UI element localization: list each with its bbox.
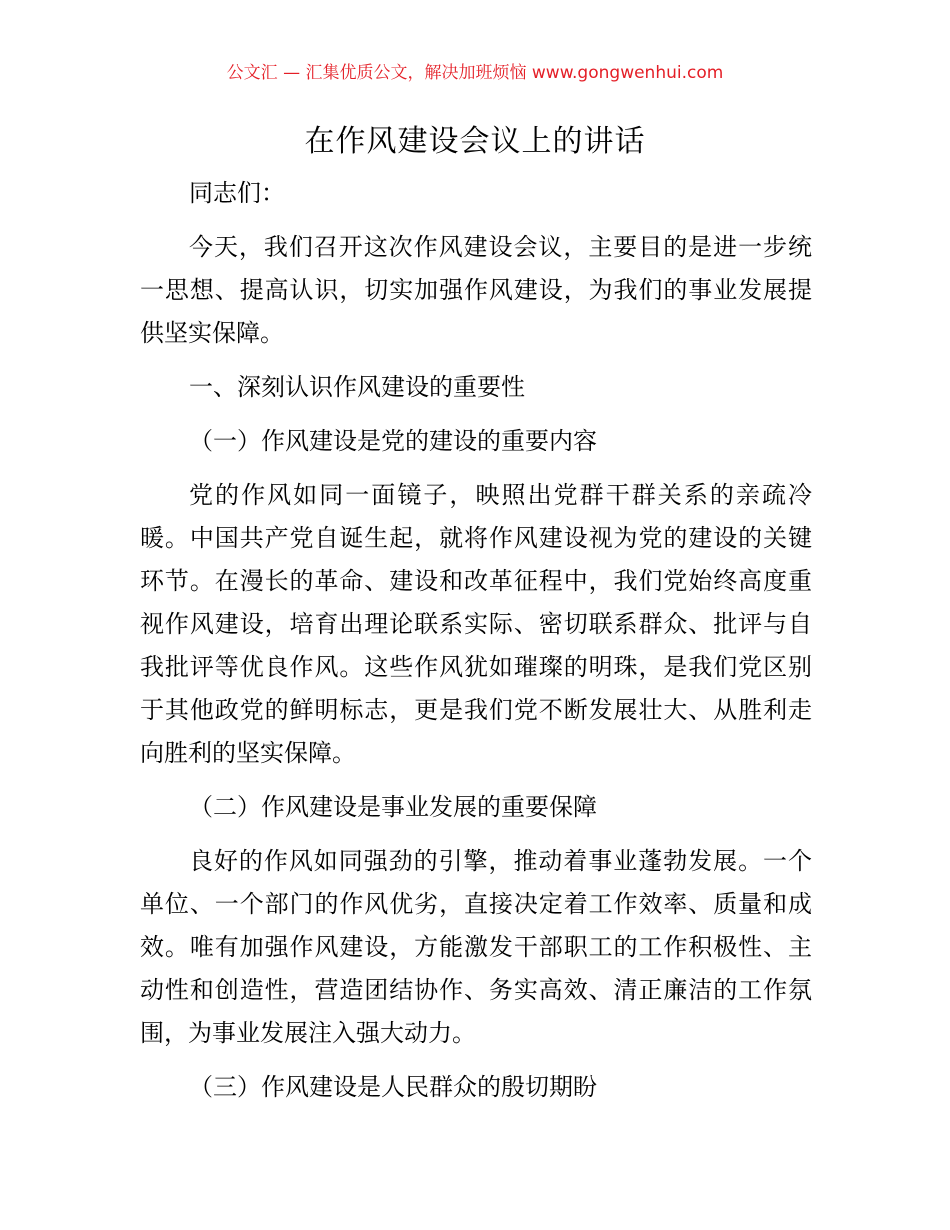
text-line: 暖。中国共产党自诞生起，就将作风建设视为党的建设的关键 [140, 524, 812, 552]
paragraph [140, 172, 812, 215]
text-line: 于其他政党的鲜明标志，更是我们党不断发展壮大、从胜利走 [140, 696, 812, 724]
text-line: （二）作风建设是事业发展的重要保障 [189, 793, 597, 821]
paragraph [140, 786, 812, 829]
text-line: （三）作风建设是人民群众的殷切期盼 [189, 1073, 597, 1101]
text-line: 单位、一个部门的作风优劣，直接决定着工作效率、质量和成 [140, 890, 812, 918]
text-line: 一、深刻认识作风建设的重要性 [189, 373, 525, 401]
text-line: 一思想、提高认识，切实加强作风建设，为我们的事业发展提 [140, 276, 812, 304]
text-line: 我批评等优良作风。这些作风犹如璀璨的明珠，是我们党区别 [140, 653, 812, 681]
paragraph [140, 366, 812, 409]
site-banner: 公文汇 — 汇集优质公文，解决加班烦恼 www.gongwenhui.com [226, 63, 724, 83]
paragraph [140, 474, 812, 775]
text-line: 围，为事业发展注入强大动力。 [140, 1019, 476, 1047]
paragraph [140, 420, 812, 463]
text-line: 动性和创造性，营造团结协作、务实高效、清正廉洁的工作氛 [140, 976, 812, 1004]
document-body [140, 172, 812, 1120]
text-line: 良好的作风如同强劲的引擎，推动着事业蓬勃发展。一个 [189, 847, 812, 875]
text-line: 环节。在漫长的革命、建设和改革征程中，我们党始终高度重 [140, 567, 812, 595]
text-line: 供坚实保障。 [140, 319, 284, 347]
paragraph [140, 840, 812, 1055]
text-line: 同志们： [189, 179, 285, 207]
text-line: （一）作风建设是党的建设的重要内容 [189, 427, 597, 455]
text-line: 向胜利的坚实保障。 [140, 739, 356, 767]
text-line: 效。唯有加强作风建设，方能激发干部职工的工作积极性、主 [140, 933, 812, 961]
paragraph [140, 226, 812, 355]
text-line: 党的作风如同一面镜子，映照出党群干群关系的亲疏冷 [189, 481, 812, 509]
text-line: 今天，我们召开这次作风建设会议，主要目的是进一步统 [189, 233, 812, 261]
text-line: 视作风建设，培育出理论联系实际、密切联系群众、批评与自 [140, 610, 812, 638]
paragraph [140, 1066, 812, 1109]
document-title: 在作风建设会议上的讲话 [304, 124, 646, 159]
